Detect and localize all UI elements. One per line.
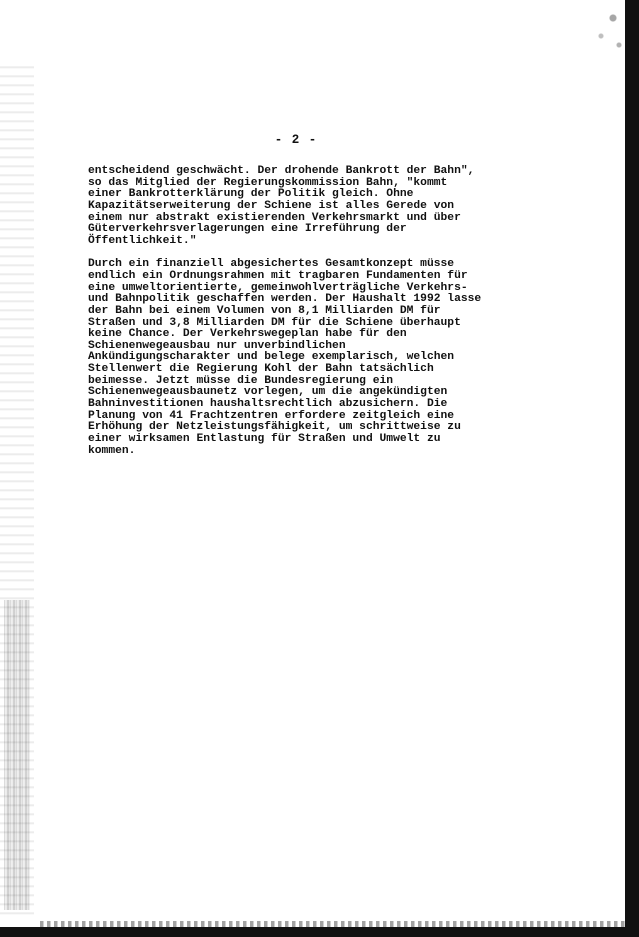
scan-edge-left-shadow: [4, 600, 30, 910]
text-line: Straßen und 3,8 Milliarden DM für die Schiene überhaupt: [88, 316, 461, 329]
text-line: keine Chance. Der Verkehrswegeplan habe für den: [88, 328, 407, 341]
text-line: kommen.: [88, 444, 136, 457]
text-line: so das Mitglied der Regierungskommission Bahn, "kommt: [88, 176, 448, 189]
text-line: Öffentlichkeit.": [88, 234, 197, 247]
text-line: Erhöhung der Netzleistungsfähigkeit, um schrittweise zu: [88, 421, 461, 434]
text-line: entscheidend geschwächt. Der drohende Bankrott der Bahn",: [88, 165, 475, 177]
text-line: Stellenwert die Regierung Kohl der Bahn tatsächlich: [88, 363, 434, 376]
body-text: [88, 166, 608, 469]
scan-edge-right: [625, 0, 639, 937]
paragraph: [88, 166, 608, 248]
text-line: Planung von 41 Frachtzentren erfordere zeitgleich eine: [88, 409, 455, 422]
text-line: eine umweltorientierte, gemeinwohlverträgliche Verkehrs-: [88, 281, 468, 294]
text-line: Schienenwegeausbau nur unverbindlichen: [88, 339, 346, 352]
text-line: Ankündigungscharakter und belege exemplarisch, welchen: [88, 351, 455, 364]
text-line: Durch ein finanziell abgesichertes Gesamtkonzept müsse: [88, 258, 455, 271]
text-line: beimesse. Jetzt müsse die Bundesregierung ein: [88, 374, 394, 387]
text-line: Bahninvestitionen haushaltsrechtlich abzusichern. Die: [88, 398, 448, 411]
page-number: - 2 -: [274, 133, 318, 147]
text-line: und Bahnpolitik geschaffen werden. Der Haushalt 1992 lasse: [88, 293, 482, 306]
text-line: Schienenwegeausbaunetz vorlegen, um die angekündigten: [88, 386, 448, 399]
text-line: der Bahn bei einem Volumen von 8,1 Milliarden DM für: [88, 304, 441, 317]
scan-edge-bottom: [0, 927, 639, 937]
text-line: Güterverkehrsverlagerungen eine Irreführung der: [88, 223, 407, 236]
text-line: einer wirksamen Entlastung für Straßen und Umwelt zu: [88, 433, 441, 446]
text-line: einer Bankrotterklärung der Politik gleich. Ohne: [88, 188, 414, 201]
scan-speckle-corner: [585, 0, 625, 60]
paragraph: [88, 259, 608, 457]
text-line: einem nur abstrakt existierenden Verkehrsmarkt und über: [88, 211, 461, 224]
text-line: endlich ein Ordnungsrahmen mit tragbaren Fundamenten für: [88, 269, 468, 282]
text-line: Kapazitätserweiterung der Schiene ist alles Gerede von: [88, 199, 455, 212]
